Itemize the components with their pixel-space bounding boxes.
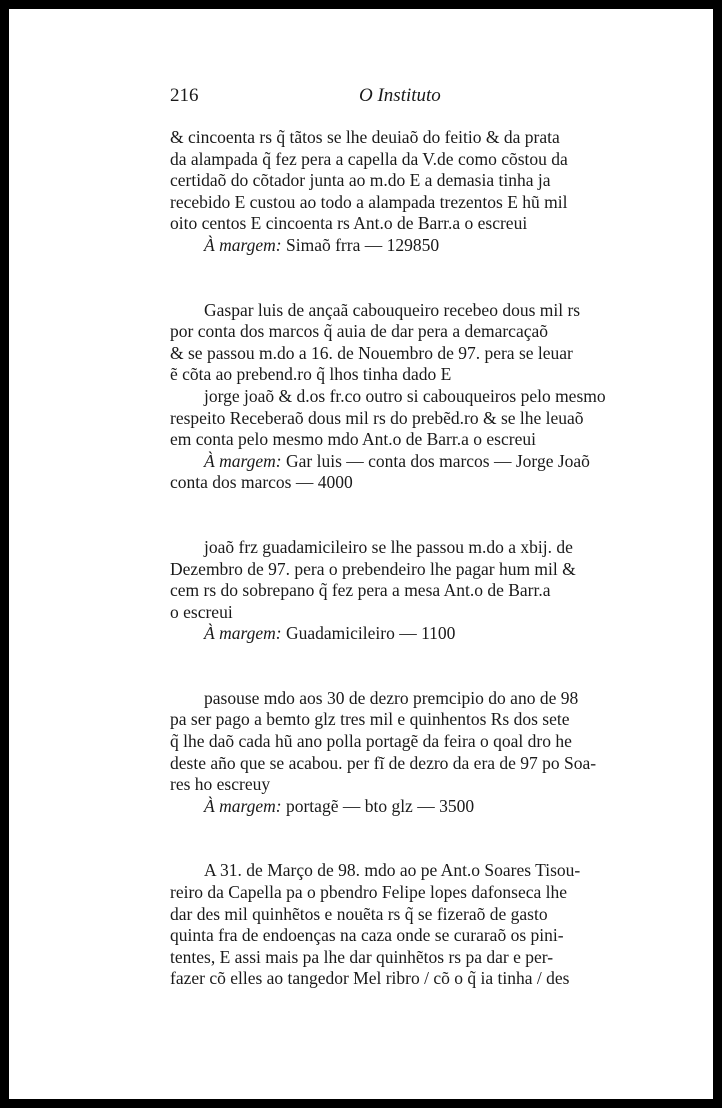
margin-note-label: À margem: (204, 450, 282, 471)
text-line: jorge joaõ & d.os fr.co outro si cabouqueiros pelo mesmo (204, 385, 606, 406)
text-line: cem rs do sobrepano q̃ fez pera a mesa Ant.o de Barr.a (170, 580, 551, 601)
margin-note (170, 451, 650, 473)
margin-note-text: Simaõ frra — 129850 (285, 234, 440, 255)
paragraph-entry-4 (170, 688, 650, 818)
text-line: Dezembro de 97. pera o prebendeiro lhe pagar hum mil & (170, 558, 576, 579)
margin-note (170, 796, 650, 818)
text-line: por conta dos marcos q̃ auia de dar pera a demarcaçaõ (170, 321, 549, 342)
paragraph-entry-5 (170, 860, 650, 990)
text-line: reiro da Capella pa o pbendro Felipe lopes dafonseca lhe (170, 882, 568, 903)
margin-note-label: À margem: (204, 795, 282, 816)
text-line: joaõ frz guadamicileiro se lhe passou m.do a xbij. de (204, 536, 573, 557)
text-line: deste año que se acabou. per fĩ de dezro da era de 97 po Soa- (170, 752, 597, 773)
margin-note-label: À margem: (204, 234, 282, 255)
text-line: conta dos marcos — 4000 (170, 472, 353, 493)
text-line: respeito Receberaõ dous mil rs do prebẽd.ro & se lhe leuaõ (170, 407, 584, 428)
running-title: O Instituto (359, 85, 441, 106)
text-line: q̃ lhe daõ cada hũ ano polla portagẽ da feira o qoal dro he (170, 731, 572, 752)
text-line: recebido E custou ao todo a alampada trezentos E hũ mil (170, 191, 568, 212)
paragraph-entry-3 (170, 537, 650, 645)
text-line: A 31. de Março de 98. mdo ao pe Ant.o Soares Tisou- (204, 860, 581, 881)
margin-note (170, 623, 650, 645)
text-line: quinta fra de endoenças na caza onde se curaraõ os pini- (170, 925, 564, 946)
margin-note-text: Guadamicileiro — 1100 (285, 623, 456, 644)
text-line: ẽ cõta ao prebend.ro q̃ lhos tinha dado E (170, 364, 452, 385)
margin-note-text: Gar luis — conta dos marcos — Jorge Joaõ (285, 450, 590, 471)
text-line: pa ser pago a bemto glz tres mil e quinhentos Rs dos sete (170, 709, 570, 730)
text-line: em conta pelo mesmo mdo Ant.o de Barr.a o escreui (170, 429, 536, 450)
margin-note (170, 235, 650, 257)
margin-note-text: portagẽ — bto glz — 3500 (285, 795, 475, 816)
page-number: 216 (170, 85, 199, 106)
text-line: Gaspar luis de ançaã cabouqueiro recebeo dous mil rs (204, 299, 581, 320)
paragraph-entry-1 (170, 127, 650, 257)
text-line: pasouse mdo aos 30 de dezro premcipio do ano de 98 (204, 687, 579, 708)
page-body (170, 127, 650, 990)
text-line: dar des mil quinhẽtos e nouẽta rs q̃ se fizeraõ de gasto (170, 903, 548, 924)
paragraph-entry-2 (170, 300, 650, 494)
page-header (170, 85, 650, 111)
margin-note-label: À margem: (204, 623, 282, 644)
text-line: tentes, E assi mais pa lhe dar quinhẽtos rs pa dar e per- (170, 946, 554, 967)
text-line: da alampada q̃ fez pera a capella da V.de como cõstou da (170, 148, 568, 169)
text-line: certidaõ do cõtador junta ao m.do E a demasia tinha ja (170, 170, 551, 191)
book-page (9, 9, 713, 1099)
text-line: & cincoenta rs q̃ tãtos se lhe deuiaõ do feitio & da prata (170, 127, 560, 147)
text-line: fazer cõ elles ao tangedor Mel ribro / cõ o q̃ ia tinha / des (170, 968, 570, 989)
text-line: & se passou m.do a 16. de Nouembro de 97. pera se leuar (170, 342, 573, 363)
text-line: o escreui (170, 601, 233, 622)
text-line: oito centos E cincoenta rs Ant.o de Barr.a o escreui (170, 213, 528, 234)
text-line: res ho escreuy (170, 774, 271, 795)
